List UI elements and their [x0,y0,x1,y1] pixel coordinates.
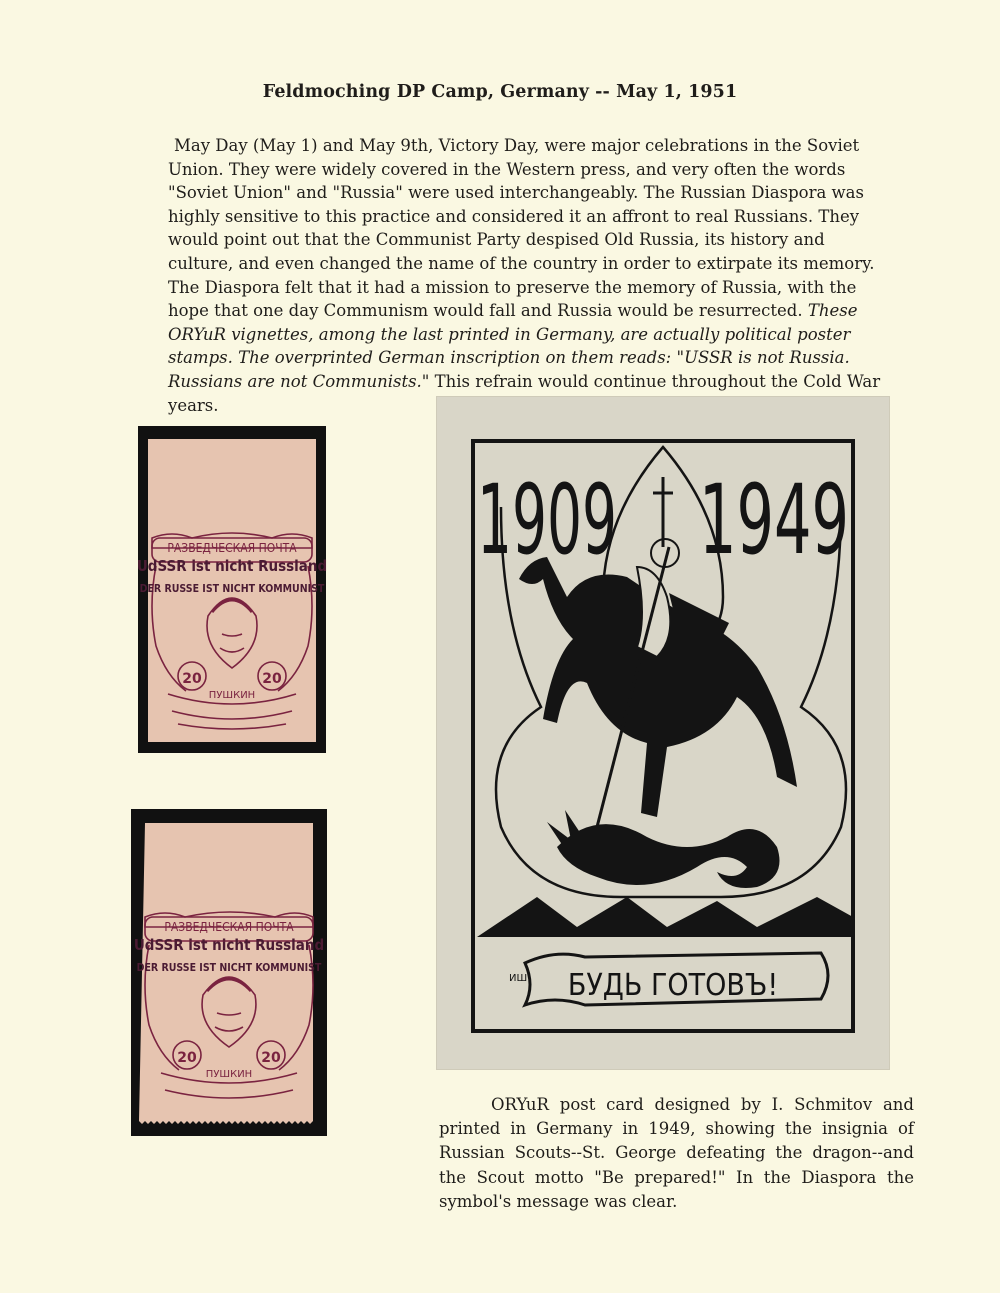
body-text-italic: These ORYuR vignettes, among the last printed in Germany, are actually political poster stamps. The overprinted German inscription on them reads: "USSR is not Russia. Russians are not Communists." [168,301,858,391]
postcard-year-right: 1949 [699,464,849,576]
postcard-monogram: ИШ [509,973,528,984]
stamp-top [138,426,326,753]
stamp-top-name: ПУШКИН [208,690,256,701]
stamp-bottom-name: ПУШКИН [205,1069,253,1080]
stamp-top-value-right: 20 [262,671,282,687]
page-title: Feldmoching DP Camp, Germany -- May 1, 1951 [262,82,738,102]
stamp-top-header: РАЗВЕДЧЕСКАЯ ПОЧТА [167,541,297,555]
postcard-caption: ORYuR post card designed by I. Schmitov and printed in Germany in 1949, showing the insignia of Russian Scouts--St. George defeating the dragon--and the Scout motto "Be prepared!" In the Diaspora the symbol's message was clear. [439,1095,914,1211]
postcard-illustration [437,397,889,1069]
stamp-bottom-overprint-1: UdSSR ist nicht Russland [133,936,325,954]
postcard-motto: БУДЬ ГОТОВЪ! [567,968,779,1003]
postcard-year-left: 1909 [477,464,617,576]
stamp-top-overprint-2: DER RUSSE IST NICHT KOMMUNIST [139,583,325,595]
stamp-mount-bottom [131,809,327,1136]
stamp-mount-top [138,426,326,753]
stamp-bottom [131,809,327,1136]
stamp-top-overprint-1: UdSSR ist nicht Russland [136,557,328,575]
stamp-bottom-overprint-2: DER RUSSE IST NICHT KOMMUNIST [136,962,322,974]
body-text-tail: This refrain would continue throughout the Cold War years. [168,371,881,415]
stamp-bottom-header: РАЗВЕДЧЕСКАЯ ПОЧТА [164,920,294,934]
stamp-bottom-value-left: 20 [177,1050,197,1066]
body-text-plain: May Day (May 1) and May 9th, Victory Day, were major celebrations in the Soviet Union. They were widely covered in the Western press, and very often the words "Soviet Union" and "Russia" were used interchangeably. The Russian Diaspora was highly sensitive to this practice and considered it an affront to real Russians. They would point out that the Communist Party despised Old Russia, its history and culture, and even changed the name of the country in order to extirpate its memory. The Diaspora felt that it had a mission to preserve the memory of Russia, with the hope that one day Communism would fall and Russia would be resurrected. [168,136,875,321]
postcard [437,397,889,1069]
body-paragraph [168,134,886,417]
stamp-bottom-value-right: 20 [261,1050,281,1066]
stamp-top-value-left: 20 [182,671,202,687]
